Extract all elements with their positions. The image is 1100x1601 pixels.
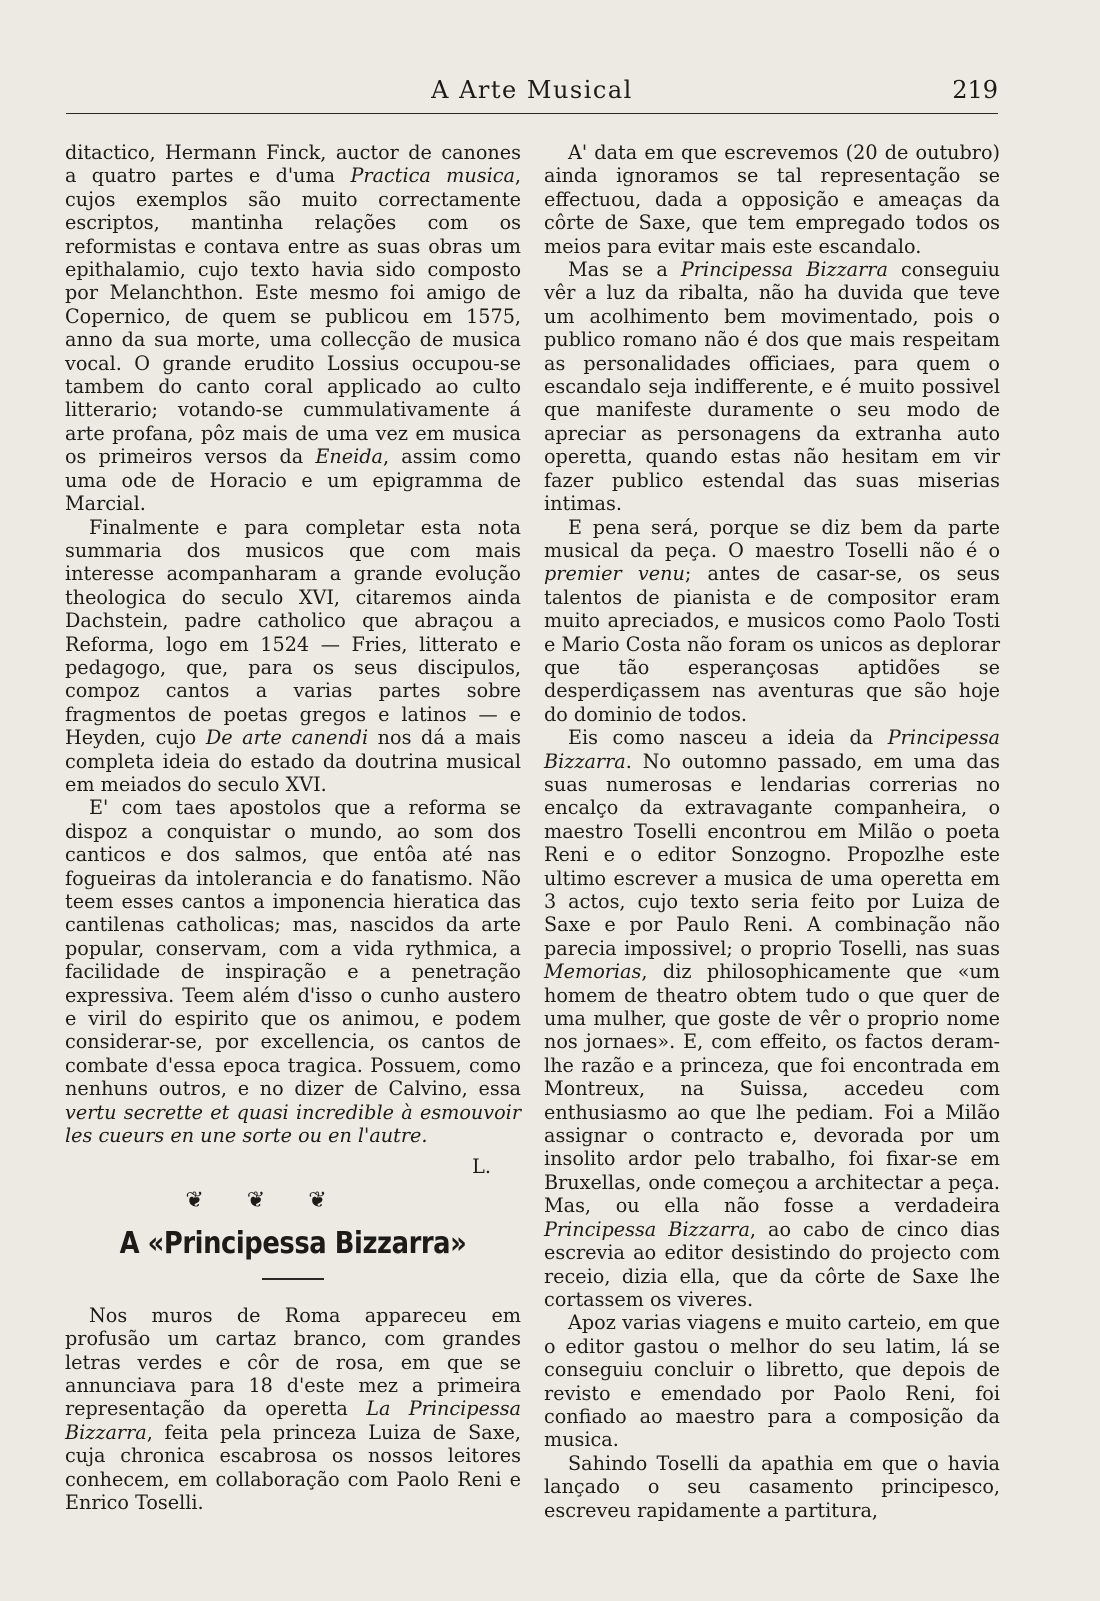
italic-text: Memorias [544, 960, 642, 984]
italic-text: La Principessa Bizzarra [65, 1397, 521, 1444]
text: ditactico, Hermann Finck, auctor de canones a quatro partes e d'uma [65, 141, 521, 188]
paragraph [65, 516, 521, 797]
text: Finalmente e para completar esta nota summaria dos musicos que com mais interesse acompanharam a grande evolução theologica do seculo XVI, citaremos ainda Dachstein, padre catholico que abraçou a Reforma, logo em 1524 — Fries, litterato e pedagogo, que, para os seus discipulos, compoz cantos a varias partes sobre fragmentos de poetas gregos e latinos — e Heyden, cujo [65, 515, 521, 750]
paragraph [544, 726, 1000, 1311]
text: , feita pela princeza Luiza de Saxe, cuja chronica escabrosa os nossos leitores conhecem, em collaboração com Paolo Reni e Enrico Toselli. [65, 1420, 521, 1514]
text: , assim como uma ode de Horacio e um epigramma de Marcial. [65, 445, 521, 516]
text: E' com taes apostolos que a reforma se dispoz a conquistar o mundo, ao som dos canticos e dos salmos, que entôa até nas fogueiras da intolerancia e do fanatismo. Não teem esses cantos a imponencia hieratica das cantilenas catholicas; mas, nascidos da arte popular, conservam, com a vida rythmica, a facilidade de inspiração e a penetração expressiva. Teem além d'isso o cunho austero e viril do espirito que os animou, e podem considerar-se, por excellencia, os cantos de combate d'essa epoca tragica. Possuem, como nenhuns outros, e no dizer de Calvino, essa [65, 796, 521, 1101]
paragraph [544, 258, 1000, 515]
text: conseguiu vêr a luz da ribalta, não ha duvida que teve um acolhimento bem movimentado, pois o publico romano não é dos que mais respeitam as personalidades officiaes, para quem o escandalo seja indifferente, e é muito possivel que manifeste duramente o seu modo de apreciar as personagens da extranha auto operetta, quando estas não hesitam em vir fazer publico estendal das suas miserias intimas. [544, 258, 1001, 516]
left-column [65, 141, 521, 1514]
text: Nos muros de Roma appareceu em profusão um cartaz branco, com grandes letras verdes e côr de rosa, em que se annunciava para 18 d'este mez a primeira representação da operetta [65, 1303, 521, 1421]
italic-text: Eneida [315, 445, 383, 469]
italic-text: Practica musica [350, 164, 515, 188]
paragraph: Sahindo Toselli da apathia em que o havia lançado o seu casamento principesco, escreveu rapidamente a partitura, [544, 1451, 1000, 1522]
paragraph: Apoz varias viagens e muito carteio, em que o editor gastou o melhor do seu latim, lá se conseguiu concluir o libretto, que depois de revisto e emendado por Paolo Reni, foi confiado ao maestro para a composição da musica. [544, 1311, 1000, 1452]
italic-text: vertu secrette et quasi incredible à esmouvoir les cueurs en une sorte ou en l'autre. [65, 1100, 521, 1148]
running-header [66, 76, 998, 106]
ornament: ❦ ❦ ❦ [185, 1187, 345, 1213]
right-column [544, 141, 1000, 1522]
text: Mas se a [568, 258, 681, 282]
italic-text: Principessa Bizzarra [680, 258, 888, 282]
header-rule [66, 113, 998, 114]
journal-title: A Arte Musical [431, 76, 633, 104]
title-rule [262, 1278, 324, 1280]
text: Eis como nasceu a ideia da [568, 726, 888, 750]
author-signature: L. [472, 1155, 491, 1179]
italic-text: Principessa Bizzarra [544, 726, 1000, 773]
text: , diz philosophicamente que «um homem de theatro obtem tudo o que quer de uma mulher, que goste de vêr o proprio nome nos jornaes». E, com effeito, os factos deram-lhe razão e a princeza, que foi encontrada em Montreux, na Suissa, accedeu com enthusiasmo ao que lhe pediam. Foi a Milão assignar o contracto e, devorada por um insolito ardor pelo trabalho, foi fixar-se em Bruxellas, onde começou a architectar a peça. Mas, ou ella não fosse a verdadeira [544, 960, 1000, 1218]
text: , cujos exemplos são muito correctamente escriptos, mantinha relações com os reformistas e contava entre as suas obras um epithalamio, cujo texto havia sido composto por Melanchthon. Este mesmo foi amigo de Copernico, de quem se publicou em 1575, anno da sua morte, uma collecção de musica vocal. O grande erudito Lossius occupou-se tambem do canto coral applicado ao culto litterario; votando-se cummulativamente á arte profana, pôz mais de uma vez em musica os primeiros versos da [65, 164, 521, 469]
paragraph [65, 796, 521, 1147]
italic-text: premier venu [544, 562, 685, 586]
text: E pena será, porque se diz bem da parte musical da peça. O maestro Toselli não é o [544, 515, 1000, 562]
italic-text: Principessa Bizzarra [544, 1217, 750, 1241]
text: nos dá a mais completa ideia do estado da doutrina musical em meiados do seculo XVI. [65, 726, 521, 796]
text: . No outomno passado, em uma das suas numerosas e lendarias correrias no encalço da extravagante companheira, o maestro Toselli encontrou em Milão o poeta Reni e o editor Sonzogno. Propozlhe este ultimo escrever a musica de uma operetta em 3 actos, cujo texto seria feito por Luiza de Saxe e por Paulo Reni. A combinação não parecia impossivel; o proprio Toselli, nas suas [544, 749, 1000, 960]
paragraph [65, 1304, 521, 1515]
paragraph [544, 516, 1000, 727]
page-number: 219 [952, 76, 998, 104]
text: , ao cabo de cinco dias escrevia ao editor desistindo do projecto com receio, dizia ella, que da côrte de Saxe lhe cortassem os viveres. [544, 1217, 1000, 1311]
paragraph: A' data em que escrevemos (20 de outubro) ainda ignoramos se tal representação se effectuou, dada a opposição e ameaças da côrte de Saxe, que tem empregado todos os meios para evitar mais este escandalo. [544, 141, 1000, 258]
text: ; antes de casar-se, os seus talentos de pianista e de compositor eram muito apreciados, e musicos como Paolo Tosti e Mario Costa não foram os unicos as deplorar que tão esperançosas aptidões se desperdiçassem nas aventuras que são hoje do dominio de todos. [544, 562, 1000, 726]
paragraph [65, 141, 521, 516]
italic-text: De arte canendi [205, 726, 369, 750]
article-title: A «Principessa Bizzarra» [119, 1226, 467, 1262]
